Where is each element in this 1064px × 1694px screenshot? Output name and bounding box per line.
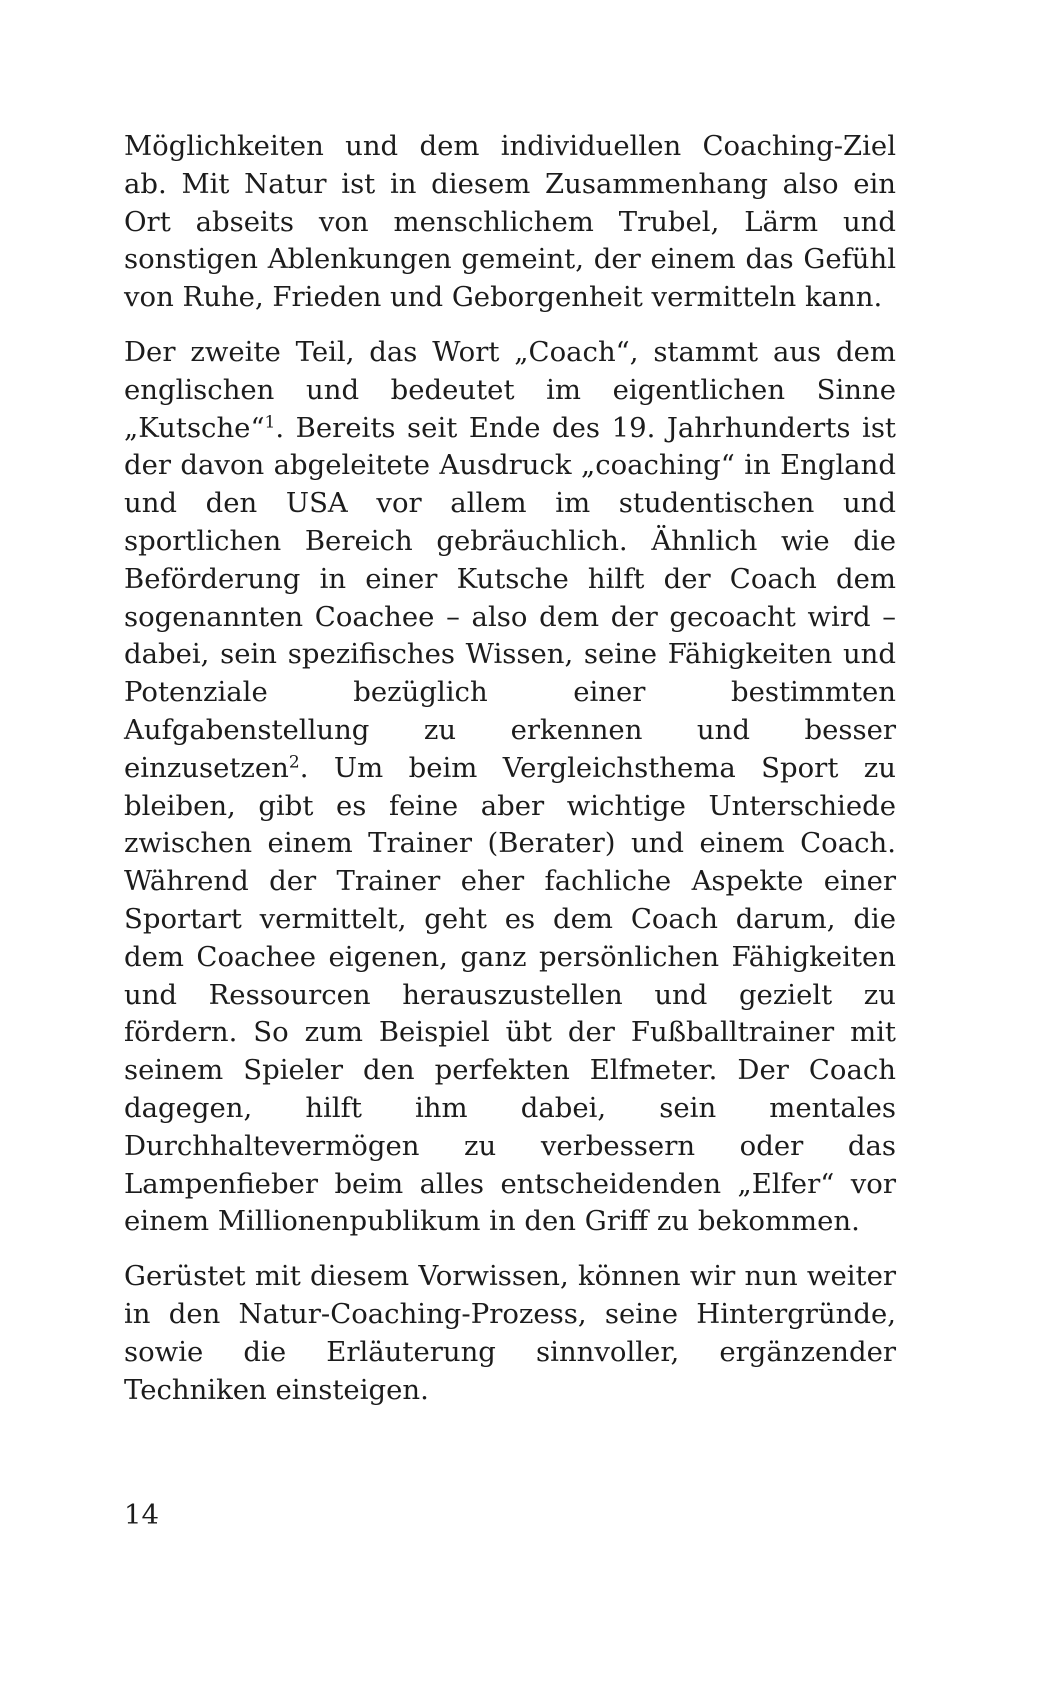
paragraph-3 [124,1258,896,1409]
paragraph-2-part-1: Der zweite Teil, das Wort „Coach“, stammt aus dem englischen und bedeutet im eigentlichen Sinne „Kutsche“ [124,335,896,444]
paragraph-2-part-3: . Um beim Vergleichsthema Sport zu bleiben, gibt es feine aber wichtige Unterschiede zwischen einem Trainer (Berater) und einem Coach. Während der Trainer eher fachliche Aspekte einer Sportart vermittelt, geht es dem Coach darum, die dem Coachee eigenen, ganz persönlichen Fähigkeiten und Ressourcen herauszustellen und gezielt zu fördern. So zum Beispiel übt der Fußballtrainer mit seinem Spieler den perfekten Elfmeter. Der Coach dagegen, hilft ihm dabei, sein mentales Durchhaltevermögen zu verbessern oder das Lampenfieber beim alles entscheidenden „Elfer“ vor einem Millionenpublikum in den Griff zu bekommen. [124,751,896,1238]
body-text [124,128,896,1426]
paragraph-2-part-2: . Bereits seit Ende des 19. Jahrhunderts ist der davon abgeleitete Ausdruck „coaching“ in England und den USA vor allem im studentischen und sportlichen Bereich gebräuchlich. Ähnlich wie die Beförderung in einer Kutsche hilft der Coach dem sogenannten Coachee – also dem der gecoacht wird – dabei, sein spezifisches Wissen, seine Fähigkeiten und Potenziale bezüglich einer bestimmten Aufgabenstellung zu erkennen und besser einzusetzen [124,411,896,784]
footnote-marker-1: 1 [264,412,276,433]
page-number: 14 [124,1499,159,1531]
paragraph-3-text: Gerüstet mit diesem Vorwissen, können wir nun weiter in den Natur-Coaching-Prozess, seine Hintergründe, sowie die Erläuterung sinnvoller, ergänzender Techniken einsteigen. [124,1260,896,1406]
paragraph-1-text: Möglichkeiten und dem individuellen Coaching-Ziel ab. Mit Natur ist in diesem Zusammenhang also ein Ort abseits von menschlichem Trubel, Lärm und sonstigen Ablenkungen gemeint, der einem das Gefühl von Ruhe, Frieden und Geborgenheit vermitteln kann. [124,130,896,314]
footnote-marker-2: 2 [288,752,300,773]
paragraph-1 [124,128,896,317]
paragraph-2 [124,334,896,1241]
